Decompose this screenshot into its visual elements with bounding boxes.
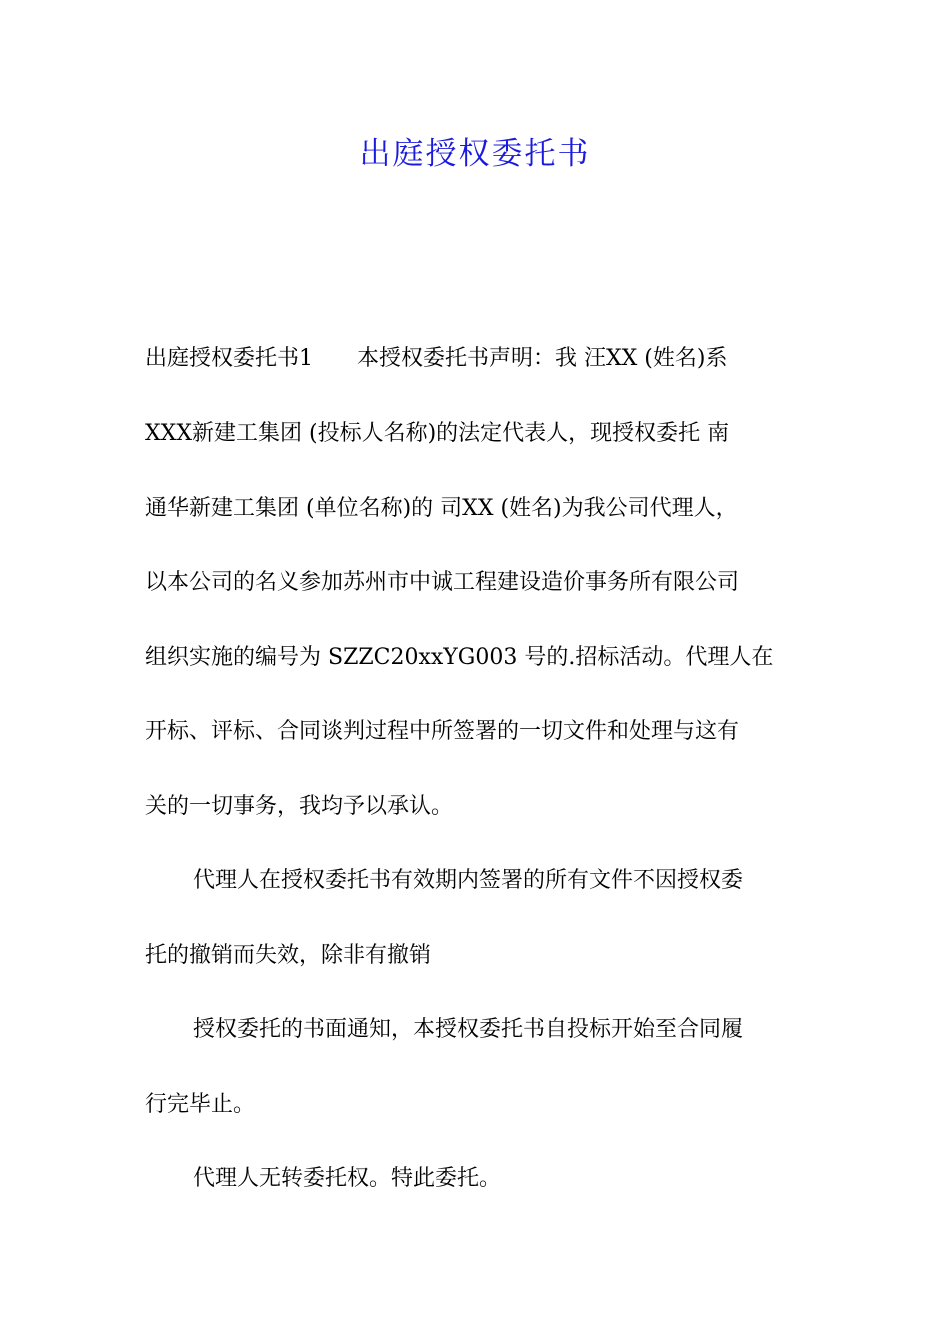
paragraph-line: 代理人在授权委托书有效期内签署的所有文件不因授权委 [193,868,744,893]
paragraph-line: 组织实施的编号为 SZZC20xxYG003 号的.招标活动。代理人在 [145,645,774,670]
paragraph-line: 关的一切事务，我均予以承认。 [145,794,454,819]
paragraph-line: 托的撤销而失效，除非有撤销 [145,943,432,968]
paragraph-line: 开标、评标、合同谈判过程中所签署的一切文件和处理与这有 [145,719,740,744]
paragraph-line: 授权委托的书面通知，本授权委托书自投标开始至合同履 [193,1017,744,1042]
paragraph-line: 通华新建工集团 (单位名称)的 司XX (姓名)为我公司代理人， [145,496,738,521]
paragraph-line: 出庭授权委托书1 本授权委托书声明：我 汪XX (姓名)系 [145,346,728,371]
paragraph-line: 代理人无转委托权。特此委托。 [193,1166,502,1191]
paragraph-line: 以本公司的名义参加苏州市中诚工程建设造价事务所有限公司 [145,570,740,595]
paragraph-line: 行完毕止。 [145,1092,256,1117]
paragraph-line: XXX新建工集团 (投标人名称)的法定代表人，现授权委托 南 [145,421,730,446]
document-title: 出庭授权委托书 [359,136,591,172]
